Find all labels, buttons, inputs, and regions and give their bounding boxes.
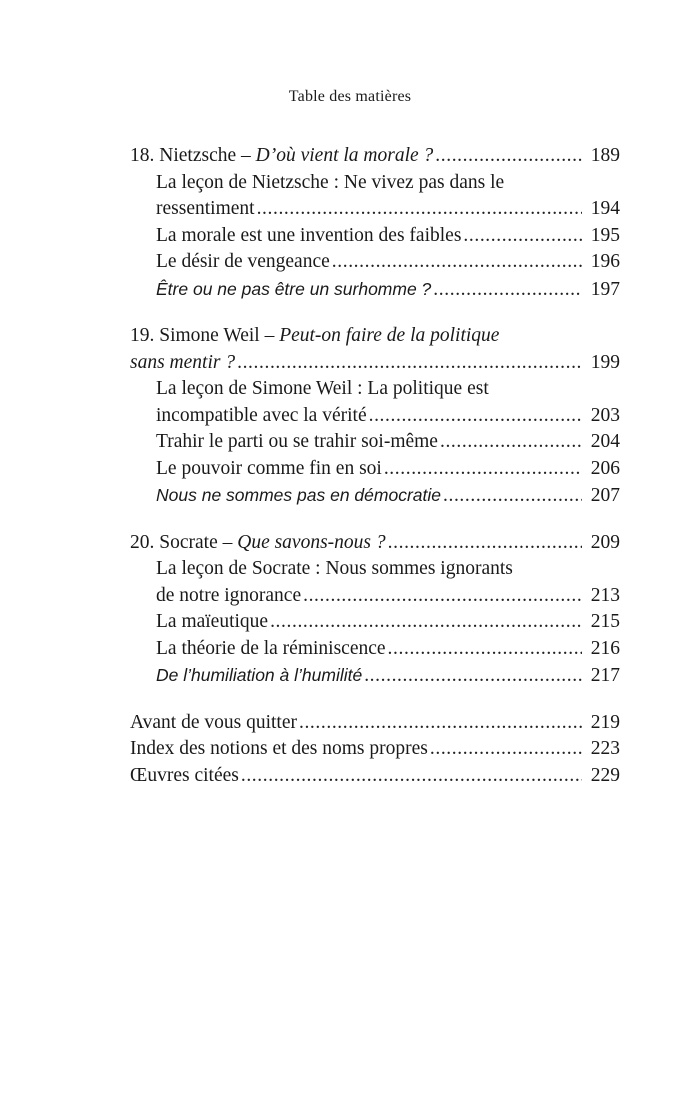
leader-dots — [303, 583, 582, 610]
leader-dots — [270, 609, 582, 636]
section-entry[interactable] — [130, 276, 620, 304]
end-matter-entry[interactable] — [130, 710, 620, 737]
page-number: 206 — [590, 457, 620, 479]
section-entry[interactable] — [130, 456, 620, 483]
page-number: 189 — [590, 145, 620, 166]
section-line-2: incompatible avec la vérité — [156, 404, 367, 426]
end-matter-entry[interactable] — [130, 763, 620, 790]
page-number: 197 — [590, 278, 620, 300]
section-line-1: La leçon de Simone Weil : La politique est — [156, 378, 489, 399]
page-number: 223 — [590, 738, 620, 759]
leader-dots — [384, 456, 582, 483]
section-label: Nous ne sommes pas en démocratie — [156, 485, 441, 505]
chapter-author: Simone Weil — [159, 325, 260, 346]
leader-dots — [364, 663, 582, 690]
page-number: 209 — [590, 531, 620, 553]
chapter-spacer — [130, 510, 620, 530]
chapter-19[interactable] — [130, 323, 620, 376]
chapter-title-line — [130, 143, 433, 170]
running-head: Table des matières — [288, 88, 412, 105]
chapter-number: 18. — [130, 145, 155, 166]
page-number: 215 — [590, 611, 620, 632]
section-entry[interactable] — [130, 636, 620, 663]
section-label: Le désir de vengeance — [156, 251, 330, 272]
leader-dots — [435, 143, 582, 170]
chapter-dash: – — [222, 531, 233, 553]
leader-dots — [257, 196, 582, 223]
leader-dots — [241, 763, 582, 790]
page-number: 203 — [590, 404, 620, 426]
section-entry[interactable] — [130, 662, 620, 690]
end-matter-label: Œuvres citées — [130, 764, 239, 786]
leader-dots — [443, 483, 582, 510]
leader-dots — [388, 530, 582, 557]
page-number: 216 — [590, 637, 620, 659]
page-number: 196 — [590, 251, 620, 272]
leader-dots — [463, 223, 582, 250]
section-entry[interactable] — [130, 376, 620, 429]
section-line-1: La leçon de Nietzsche : Ne vivez pas dans le — [156, 171, 505, 193]
page-number: 207 — [590, 485, 620, 506]
page-number: 213 — [590, 584, 620, 606]
page-number: 194 — [590, 198, 620, 219]
chapter-title-continued: sans mentir ? — [130, 351, 236, 373]
section-label: La maïeutique — [156, 611, 269, 632]
chapter-18[interactable] — [130, 143, 620, 170]
section-label: De l’humiliation à l’humilité — [156, 665, 363, 685]
page-number: 204 — [590, 431, 620, 452]
leader-dots — [332, 249, 582, 276]
leader-dots — [440, 429, 582, 456]
section-label: Être ou ne pas être un surhomme ? — [156, 278, 432, 299]
chapter-title: Peut-on faire de la politique — [279, 325, 500, 346]
end-matter-entry[interactable] — [130, 736, 620, 763]
leader-dots — [299, 710, 582, 737]
chapter-number: 20. — [130, 531, 155, 553]
chapter-spacer — [130, 303, 620, 323]
leader-dots — [369, 403, 582, 430]
page-number: 229 — [590, 764, 620, 786]
end-matter-label: Avant de vous quitter — [130, 711, 297, 733]
leader-dots — [388, 636, 582, 663]
leader-dots — [433, 277, 582, 304]
chapter-dash: – — [241, 145, 251, 166]
section-line-2: ressentiment — [156, 198, 255, 219]
leader-dots — [237, 350, 582, 377]
page-number: 195 — [590, 224, 620, 246]
table-of-contents — [130, 143, 620, 789]
section-label: La théorie de la réminiscence — [156, 637, 386, 659]
chapter-author: Nietzsche — [159, 145, 237, 166]
section-entry[interactable] — [130, 556, 620, 609]
section-label: Trahir le parti ou se trahir soi-même — [156, 431, 438, 452]
chapter-title: Que savons-nous ? — [237, 531, 386, 553]
end-matter-label: Index des notions et des noms propres — [130, 738, 428, 759]
chapter-author: Socrate — [159, 531, 218, 553]
chapter-number: 19. — [130, 325, 155, 346]
chapter-dash: – — [264, 325, 275, 346]
chapter-20[interactable] — [130, 530, 620, 557]
section-entry[interactable] — [130, 609, 620, 636]
section-entry[interactable] — [130, 223, 620, 250]
section-label: La morale est une invention des faibles — [156, 224, 462, 246]
page-number: 217 — [590, 665, 620, 686]
chapter-title-line — [130, 530, 386, 557]
section-entry[interactable] — [130, 170, 620, 223]
section-line-2: de notre ignorance — [156, 584, 302, 606]
section-entry[interactable] — [130, 429, 620, 456]
section-line-1: La leçon de Socrate : Nous sommes ignorants — [156, 558, 513, 579]
section-entry[interactable] — [130, 249, 620, 276]
leader-dots — [430, 736, 582, 763]
section-label: Le pouvoir comme fin en soi — [156, 457, 382, 479]
chapter-spacer — [130, 690, 620, 710]
chapter-title: D’où vient la morale ? — [255, 145, 434, 166]
page-number: 219 — [590, 711, 620, 733]
page-number: 199 — [590, 351, 620, 373]
section-entry[interactable] — [130, 482, 620, 510]
chapter-title-line — [130, 323, 620, 350]
